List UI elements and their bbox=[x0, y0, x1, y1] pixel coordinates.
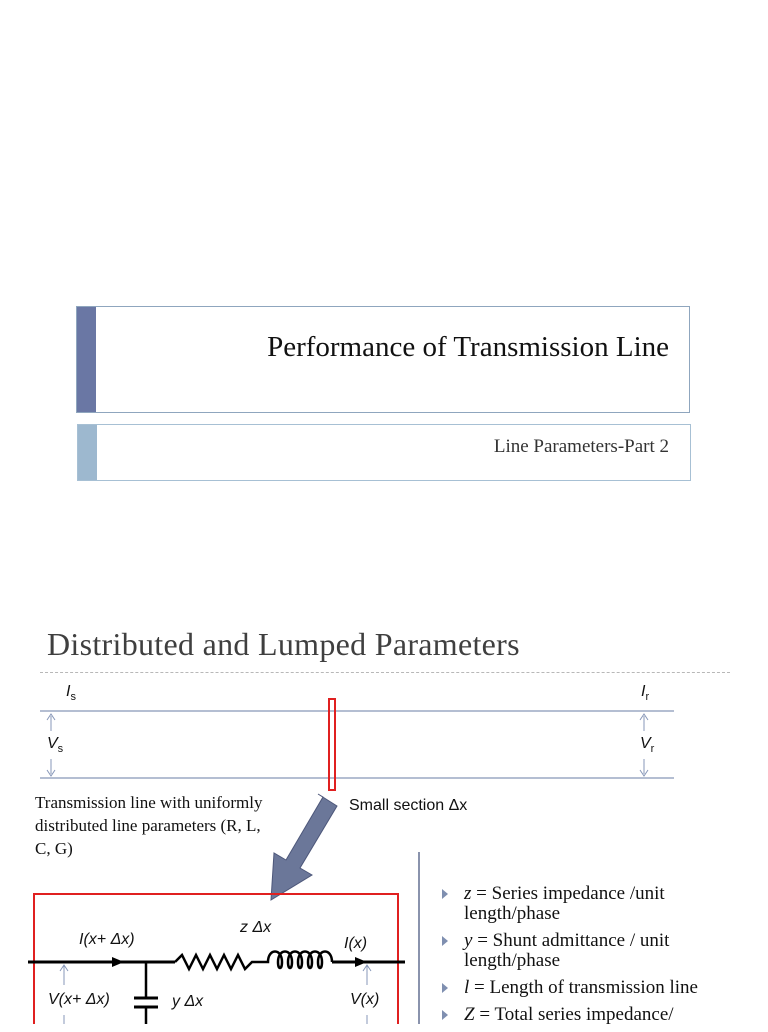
current-right-label: I(x) bbox=[344, 935, 368, 952]
slide-subtitle: Line Parameters-Part 2 bbox=[493, 436, 669, 457]
column-divider bbox=[418, 852, 420, 1024]
definition-item: l = Length of transmission line bbox=[440, 978, 760, 998]
current-arrow-left bbox=[112, 957, 124, 967]
vr-label: $V_r$ bbox=[640, 735, 655, 756]
bullet-arrow-icon bbox=[442, 983, 448, 993]
resistor bbox=[175, 955, 262, 969]
is-label: $I_s$ bbox=[66, 683, 76, 704]
definition-item: z = Series impedance /unit length/phase bbox=[440, 884, 760, 924]
bullet-arrow-icon bbox=[442, 936, 448, 946]
inductor bbox=[262, 952, 332, 969]
ir-label: $I_r$ bbox=[641, 683, 650, 704]
line-description: Transmission line with uniformly distributed line parameters (R, L, C, G) bbox=[35, 793, 263, 858]
shunt-admittance-label: y Δx bbox=[172, 993, 204, 1010]
bullet-arrow-icon bbox=[442, 889, 448, 899]
zoom-arrow bbox=[271, 794, 337, 900]
series-impedance-label: z Δx bbox=[240, 919, 272, 936]
definitions-list bbox=[440, 884, 760, 1032]
slide2-title: Distributed and Lumped Parameters bbox=[47, 626, 520, 662]
voltage-left-label: V(x+ Δx) bbox=[48, 991, 110, 1008]
definition-item: y = Shunt admittance / unit length/phase bbox=[440, 931, 760, 971]
bullet-arrow-icon bbox=[442, 1010, 448, 1020]
small-section-marker bbox=[329, 699, 335, 790]
slide-title: Performance of Transmission Line bbox=[267, 331, 669, 363]
current-arrow-right bbox=[355, 957, 367, 967]
definition-item: Z = Total series impedance/ bbox=[440, 1005, 760, 1025]
voltage-right-label: V(x) bbox=[350, 991, 380, 1008]
current-left-label: I(x+ Δx) bbox=[79, 931, 135, 948]
small-section-label: Small section Δx bbox=[349, 797, 468, 814]
vs-label: $V_s$ bbox=[47, 735, 64, 756]
